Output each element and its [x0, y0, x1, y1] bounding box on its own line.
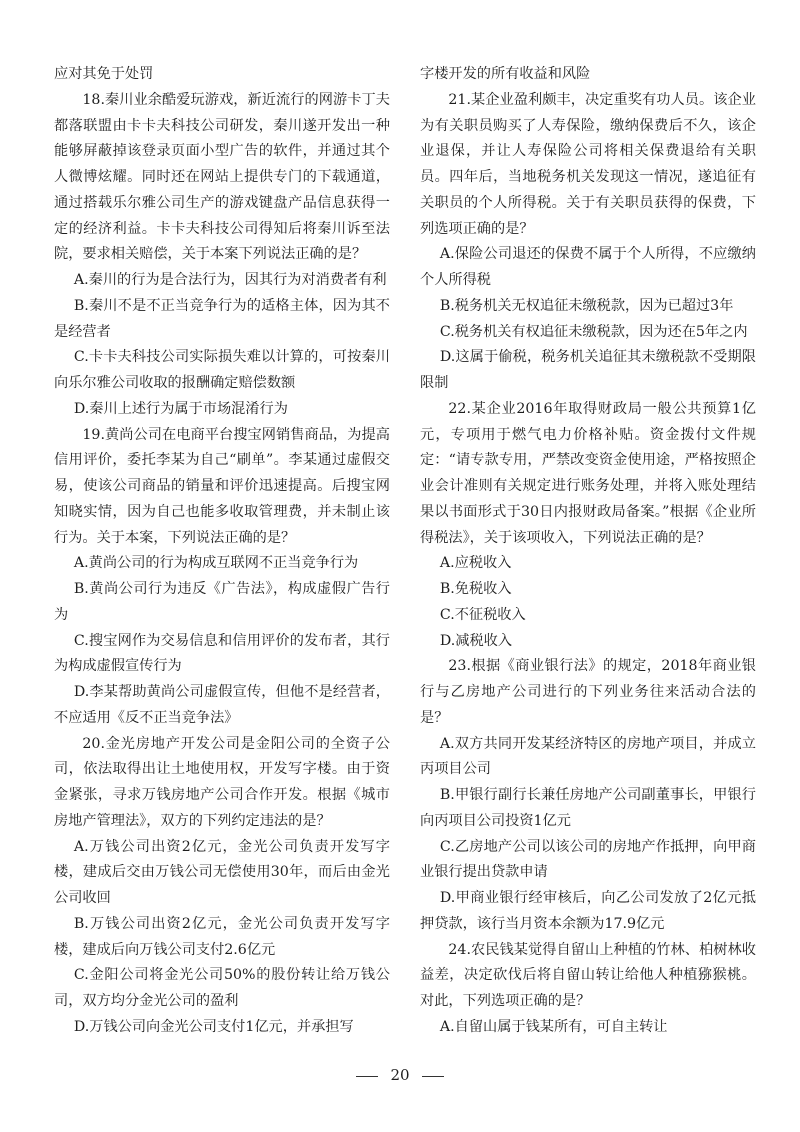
- answer-option: A.黄尚公司的行为构成互联网不正当竞争行为: [73, 555, 359, 572]
- question-text: 23.根据《商业银行法》的规定，2018年商业银行与乙房地产公司进行的下列业务往来活动合法的是？: [420, 658, 756, 726]
- answer-option: D.秦川上述行为属于市场混淆行为: [73, 400, 288, 417]
- answer-option: B.秦川不是不正当竞争行为的适格主体，因为其不是经营者: [54, 297, 390, 340]
- continued-text: 应对其免于处罚: [54, 66, 154, 82]
- answer-option: B.甲银行副行长兼任房地产公司副董事长，甲银行向丙项目公司投资1亿元: [420, 787, 756, 829]
- question-text: 21.某企业盈利颇丰，决定重奖有功人员。该企业为有关职员购买了人寿保险，缴纳保费后不久，该企业退保，并让人寿保险公司将相关保费退给有关职员。四年后，当地税务机关发现这一情况，遂追征有关职员的个人所得税。关于有关职员获得的保费，下列选项正确的是？: [420, 91, 756, 237]
- answer-option: A.应税收入: [439, 555, 512, 572]
- footer-dash-left: [356, 1076, 378, 1077]
- answer-option: C.不征税收入: [439, 606, 526, 623]
- question-text: 22.某企业2016年取得财政局一般公共预算1亿元，专项用于燃气电力价格补贴。资金拨付文件规定：“请专款专用，严禁改变资金使用途，严格按照企业会计准则有关规定进行账务处理，并将入账处理结果以书面形式于30日内报财政局备案。”根据《企业所得税法》，关于该项收入，下列说法正确的是？: [420, 400, 756, 546]
- answer-option: A.万钱公司出资2亿元，金光公司负责开发写字楼，建成后交由万钱公司无偿使用30年，而后由金光公司收回: [54, 838, 390, 906]
- answer-option: D.李某帮助黄尚公司虚假宣传，但他不是经营者，不应适用《反不正当竞争法》: [54, 684, 390, 726]
- answer-option: D.这属于偷税，税务机关追征其未缴税款不受期限限制: [420, 349, 756, 391]
- answer-option: B.黄尚公司行为违反《广告法》，构成虚假广告行为: [54, 581, 390, 623]
- answer-option: A.自留山属于钱某所有，可自主转让: [439, 1018, 668, 1035]
- answer-option: D.减税收入: [439, 632, 513, 649]
- page-footer: [0, 1066, 800, 1084]
- answer-option: C.搜宝网作为交易信息和信用评价的发布者，其行为构成虚假宣传行为: [54, 632, 390, 675]
- question-text: 24.农民钱某觉得自留山上种植的竹林、柏树林收益差，决定砍伐后将自留山转让给他人种植猕猴桃。对此，下列选项正确的是？: [420, 941, 756, 1009]
- answer-option: A.秦川的行为是合法行为，因其行为对消费者有利: [73, 272, 387, 288]
- page-number: 20: [390, 1066, 410, 1084]
- answer-option: C.卡卡夫科技公司实际损失难以计算的，可按秦川向乐尔雅公司收取的报酬确定赔偿数额: [54, 349, 390, 391]
- question-text: 19.黄尚公司在电商平台搜宝网销售商品，为提高信用评价，委托李某为自己“刷单”。李某通过虚假交易，使该公司商品的销量和评价迅速提高。后搜宝网知晓实情，因为自己也能多收取管理费，并未制止该行为。关于本案，下列说法正确的是？: [54, 426, 390, 546]
- answer-option: D.甲商业银行经审核后，向乙公司发放了2亿元抵押贷款，该行当月资本余额为17.9亿元: [420, 890, 756, 932]
- answer-option: D.万钱公司向金光公司支付1亿元，并承担写: [73, 1018, 354, 1035]
- right-column: [420, 62, 756, 1041]
- answer-option: A.双方共同开发某经济特区的房地产项目，并成立丙项目公司: [420, 735, 756, 778]
- left-column: [54, 62, 390, 1041]
- footer-dash-right: [422, 1076, 444, 1077]
- answer-option: A.保险公司退还的保费不属于个人所得，不应缴纳个人所得税: [420, 246, 756, 288]
- question-text: 20.金光房地产开发公司是金阳公司的全资子公司，依法取得出让土地使用权，开发写字楼。由于资金紧张，寻求万钱房地产公司合作开发。根据《城市房地产管理法》，双方的下列约定违法的是？: [54, 735, 390, 829]
- continued-text: 字楼开发的所有收益和风险: [420, 66, 591, 82]
- answer-option: C.乙房地产公司以该公司的房地产作抵押，向甲商业银行提出贷款申请: [420, 838, 756, 881]
- answer-option: B.免税收入: [439, 581, 512, 597]
- answer-option: B.税务机关无权追征未缴税款，因为已超过3年: [439, 297, 734, 314]
- answer-option: C.金阳公司将金光公司50%的股份转让给万钱公司，双方均分金光公司的盈利: [54, 967, 390, 1009]
- answer-option: C.税务机关有权追征未缴税款，因为还在5年之内: [439, 323, 748, 340]
- answer-option: B.万钱公司出资2亿元，金光公司负责开发写字楼，建成后向万钱公司支付2.6亿元: [54, 915, 390, 958]
- question-text: 18.秦川业余酷爱玩游戏，新近流行的网游卡丁夫都落联盟由卡卡夫科技公司研发，秦川遂开发出一种能够屏蔽掉该登录页面小型广告的软件，并通过其个人微博炫耀。同时还在网站上提供专门的下载通道，通过搭载乐尔雅公司生产的游戏键盘产品信息获得一定的经济利益。卡卡夫科技公司得知后将秦川诉至法院，要求相关赔偿，关于本案下列说法正确的是？: [54, 91, 390, 263]
